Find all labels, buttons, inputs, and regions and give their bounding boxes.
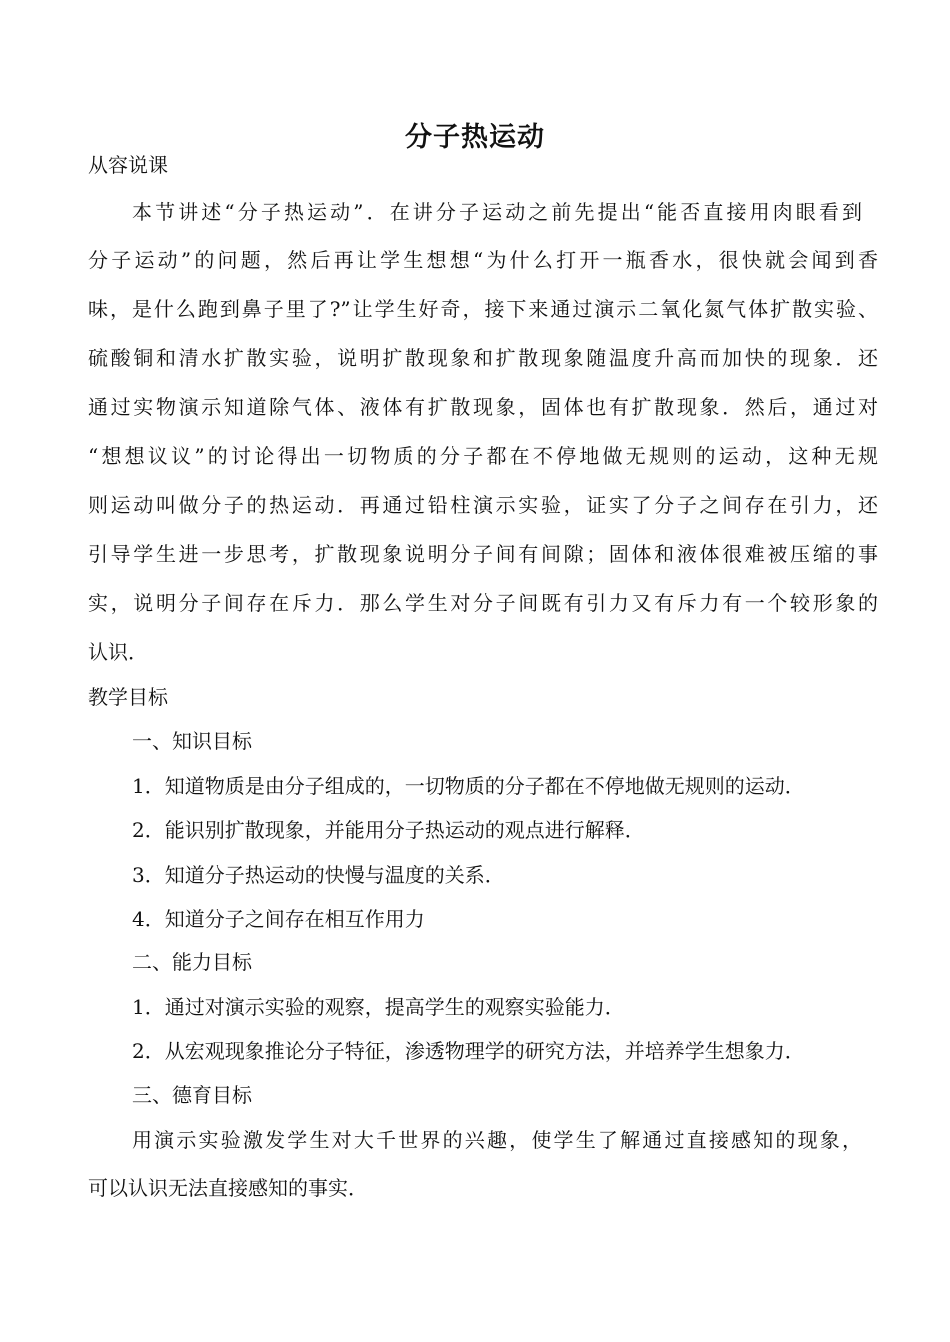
paragraph-line: 通过实物演示知道除气体、液体有扩散现象，固体也有扩散现象．然后，通过对: [88, 395, 878, 419]
section-heading-intro: 从容说课: [88, 153, 168, 177]
list-item: 4．知道分子之间存在相互作用力: [132, 907, 425, 931]
ability-heading: 二、能力目标: [132, 950, 252, 974]
paragraph-line: 引导学生进一步思考，扩散现象说明分子间有间隙；固体和液体很难被压缩的事: [88, 542, 878, 566]
moral-heading: 三、德育目标: [132, 1083, 252, 1107]
list-item: 2．从宏观现象推论分子特征，渗透物理学的研究方法，并培养学生想象力．: [132, 1039, 805, 1063]
list-item: 1．知道物质是由分子组成的，一切物质的分子都在不停地做无规则的运动．: [132, 774, 805, 798]
knowledge-heading: 一、知识目标: [132, 729, 252, 753]
paragraph-line: 本节讲述“分子热运动”．在讲分子运动之前先提出“能否直接用肉眼看到: [132, 200, 862, 224]
list-item: 1．通过对演示实验的观察，提高学生的观察实验能力．: [132, 995, 625, 1019]
paragraph-line: 可以认识无法直接感知的事实．: [88, 1176, 368, 1200]
paragraph-line: 实，说明分子间存在斥力．那么学生对分子间既有引力又有斥力有一个较形象的: [88, 591, 878, 615]
paragraph-line: 认识．: [88, 640, 148, 664]
paragraph-line: 硫酸铜和清水扩散实验，说明扩散现象和扩散现象随温度升高而加快的现象．还: [88, 346, 878, 370]
document-title: 分子热运动: [405, 122, 545, 153]
paragraph-line: 则运动叫做分子的热运动．再通过铅柱演示实验，证实了分子之间存在引力，还: [88, 493, 878, 517]
paragraph-line: “想想议议”的讨论得出一切物质的分子都在不停地做无规则的运动，这种无规: [88, 444, 878, 468]
paragraph-line: 分子运动”的问题，然后再让学生想想“为什么打开一瓶香水，很快就会闻到香: [88, 248, 878, 272]
section-heading-goals: 教学目标: [88, 685, 168, 709]
list-item: 2．能识别扩散现象，并能用分子热运动的观点进行解释．: [132, 818, 645, 842]
paragraph-line: 味，是什么跑到鼻子里了?”让学生好奇，接下来通过演示二氧化氮气体扩散实验、: [88, 297, 878, 321]
paragraph-line: 用演示实验激发学生对大千世界的兴趣，使学生了解通过直接感知的现象，: [132, 1128, 862, 1152]
list-item: 3．知道分子热运动的快慢与温度的关系．: [132, 863, 505, 887]
